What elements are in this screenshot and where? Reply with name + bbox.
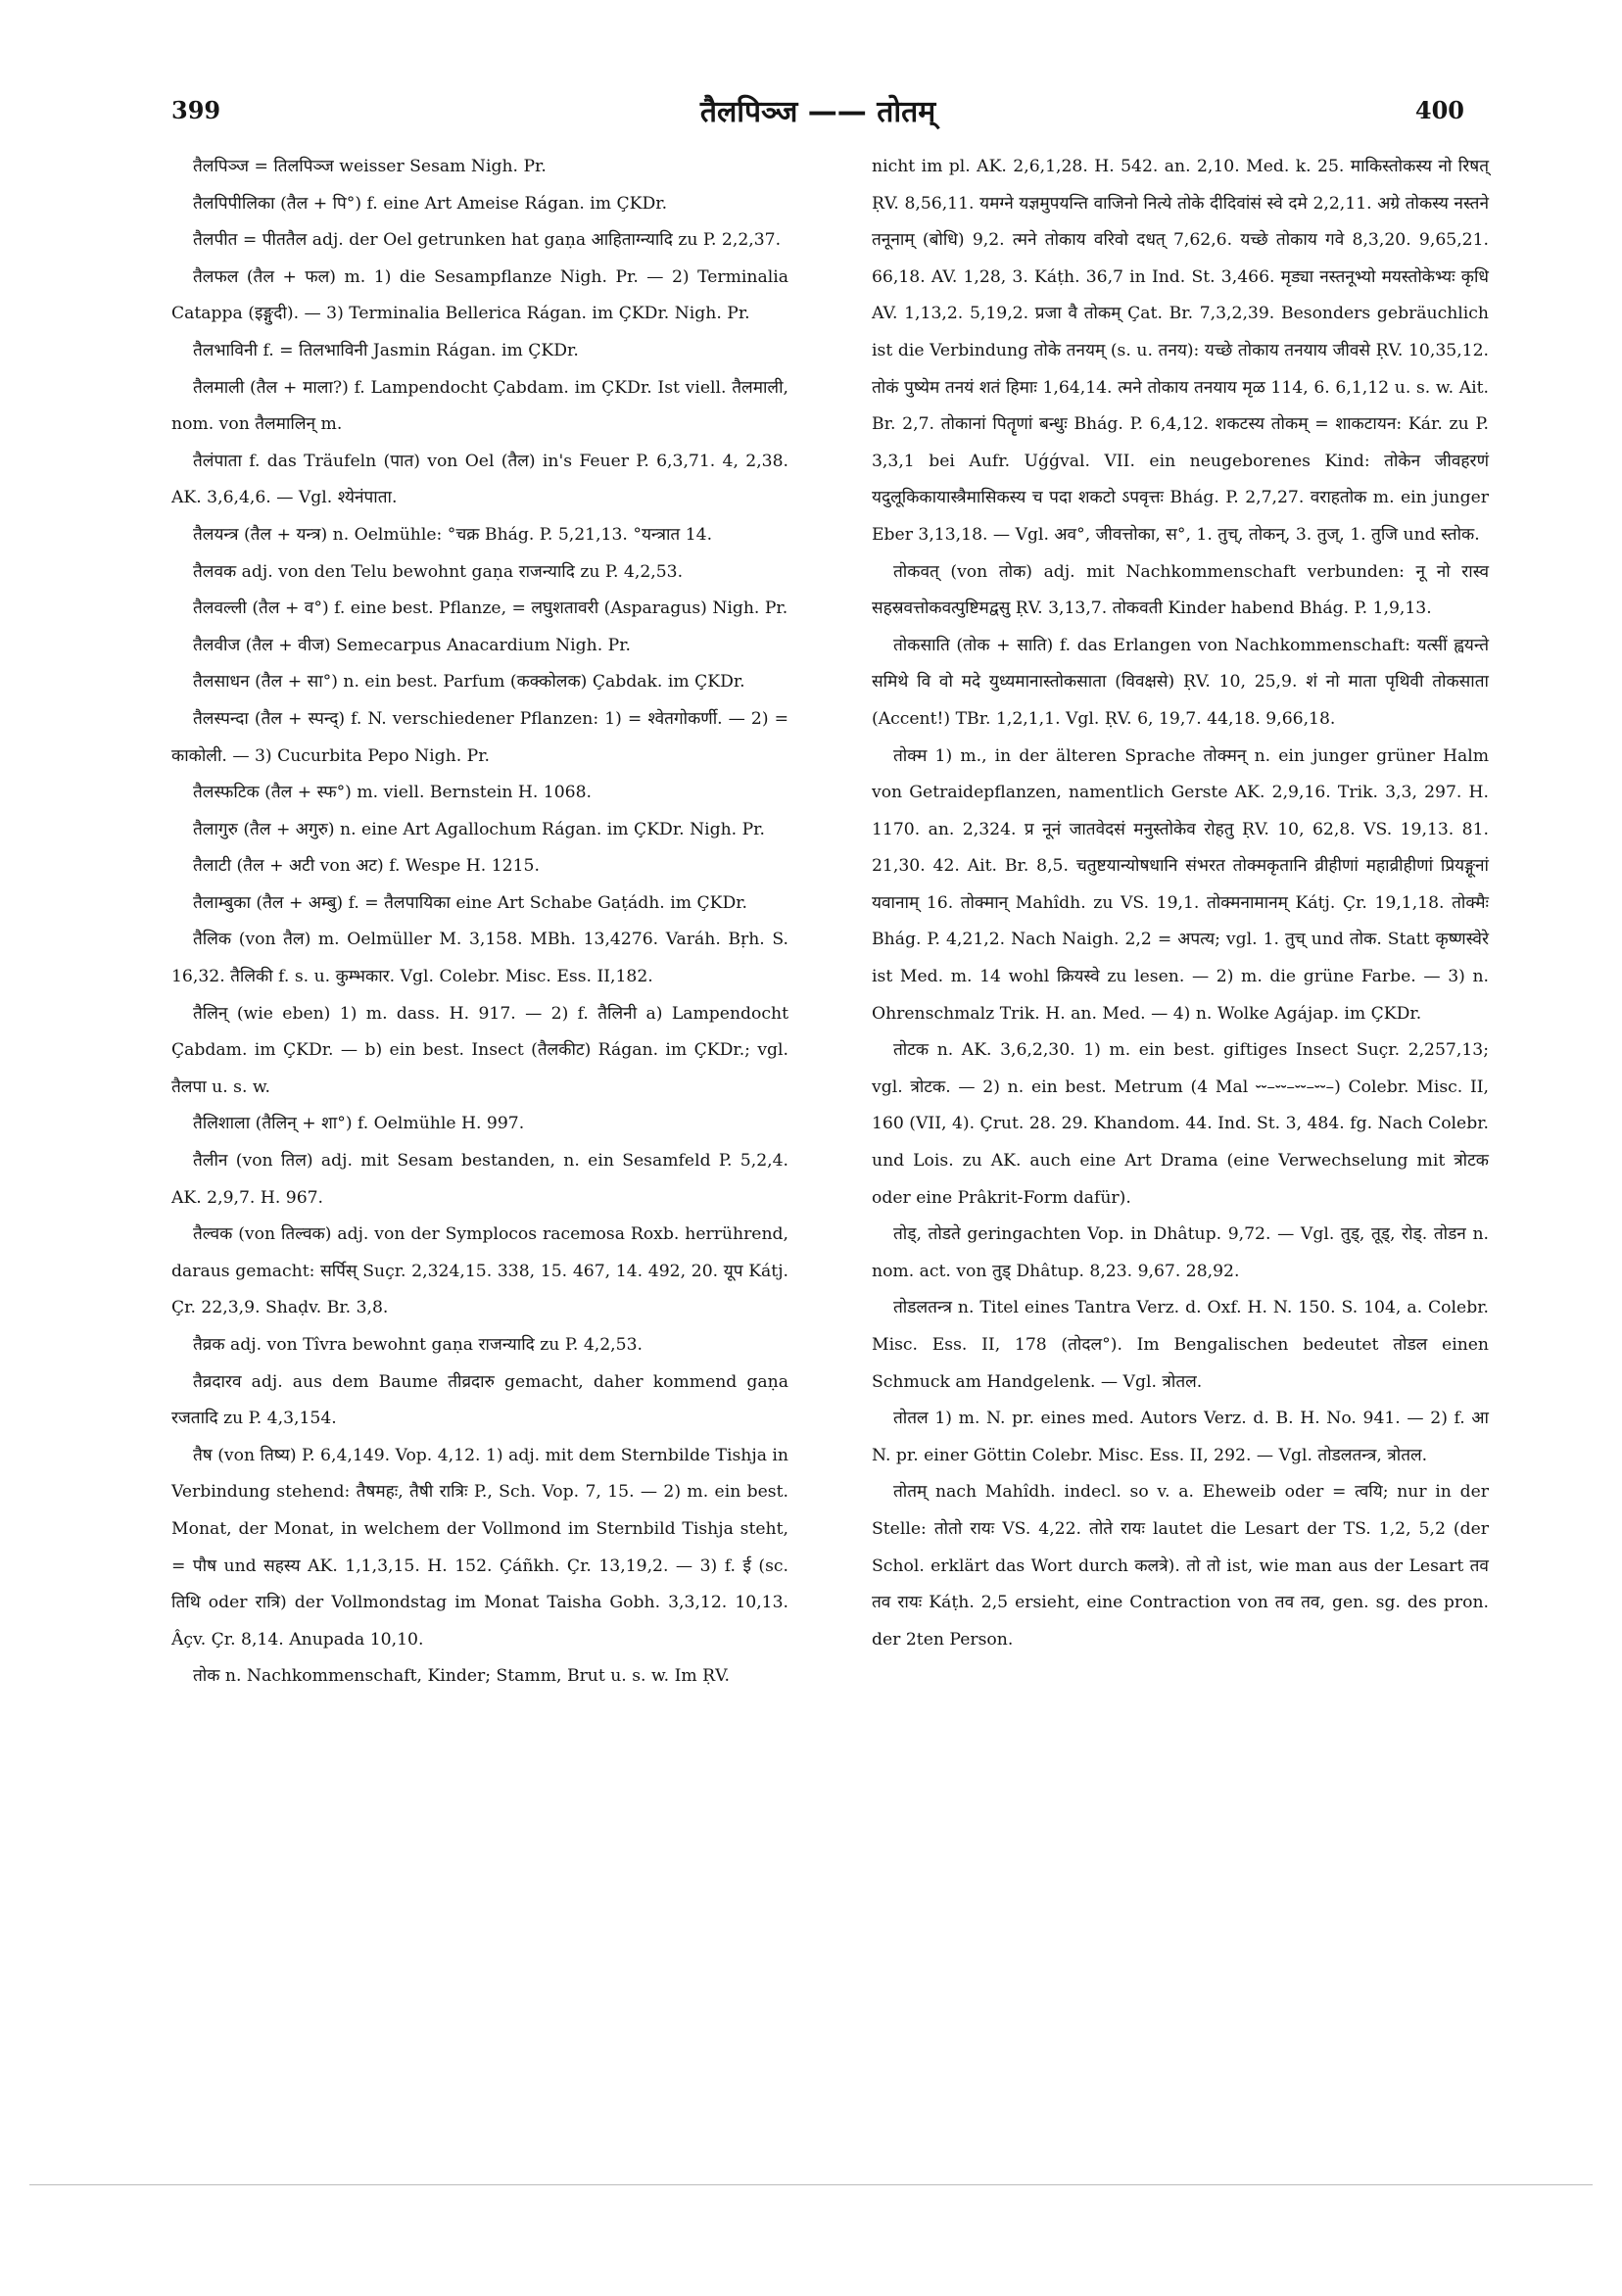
right-column [872,149,1489,1658]
entry-taisha: तैष (von तिष्य) P. 6,4,149. Vop. 4,12. 1) adj. mit dem Sternbilde Tishja in Verbindung stehend: तैषमहः, तैषी रात्रिः P., Sch. Vop. 7, 15. — 2) m. ein best. Monat, der Monat, in welchem der Vollmond im Sternbild Tishja steht, = पौष und सहस्य AK. 1,1,3,15. H. 152. Çáñkh. Çr. 13,19,2. — 3) f. ई (sc. तिथि oder रात्रि) der Vollmondstag im Monat Taisha Gobh. 3,3,12. 10,13. Âçv. Çr. 8,14. Anupada 10,10. [171,1445,788,1650]
page-header [171,90,1464,139]
page-number-right: 400 [1414,96,1464,124]
entry-tod: तोड्, तोडते geringachten Vop. in Dhâtup. 9,72. — Vgl. तुड्, तूड्, रोड्. तोडन n. nom. act. von तुड् Dhâtup. 8,23. 9,67. 28,92. [872,1224,1489,1281]
entry-tailika: तैलिक (von तैल) m. Oelmüller M. 3,158. MBh. 13,4276. Varáh. Bṛh. S. 16,32. तैलिकी f. s. u. कुम्भकार. Vgl. Colebr. Misc. Ess. II,182. [171,930,788,987]
entry-tailasphatika: तैलस्फटिक (तैल + स्फ°) m. viell. Bernstein H. 1068. [193,783,593,803]
left-column [171,149,788,1696]
entry-tokasati: तोकसाति (तोक + साति) f. das Erlangen von Nachkommenschaft: यत्सीं ह्वयन्ते समिथे वि वो मदे युध्यमानास्तोकसाता (विवक्षसे) ṚV. 10, 25,9. शं नो माता पृथिवी तोकसाता (Accent!) TBr. 1,2,1,1. Vgl. ṚV. 6, 19,7. 44,18. 9,66,18. [872,635,1489,729]
entry-tailapita: तैलपीत = पीततैल adj. der Oel getrunken hat gaṇa आहिताग्न्यादि zu P. 2,2,37. [193,230,782,251]
entry-tailabhavini: तैलभाविनी f. = तिलभाविनी Jasmin Rágan. im ÇKDr. [193,340,579,360]
entry-tailavaka: तैलवक adj. von den Telu bewohnt gaṇa राजन्यादि zu P. 4,2,53. [193,561,684,582]
footer-rule [29,2184,1593,2185]
entry-tailayantra: तैलयन्त्र (तैल + यन्त्र) n. Oelmühle: °चक्र Bhág. P. 5,21,13. °यन्त्रात 14. [193,524,713,545]
entry-tailapinja: तैलपिञ्ज = तिलपिञ्ज weisser Sesam Nigh. Pr. [193,157,547,176]
entry-tailishala: तैलिशाला (तैलिन् + शा°) f. Oelmühle H. 997. [193,1114,525,1134]
entry-todalatantra: तोडलतन्त्र n. Titel eines Tantra Verz. d. Oxf. H. N. 150. S. 104, a. Colebr. Misc. Ess. II, 178 (तोदल°). Im Bengalischen bedeutet तोडल einen Schmuck am Handgelenk. — Vgl. त्रोतल. [872,1298,1489,1392]
entry-tailaphala: तैलफल (तैल + फल) m. 1) die Sesampflanze Nigh. Pr. — 2) Terminalia Catappa (इङ्गुदी). — 3) Terminalia Bellerica Rágan. im ÇKDr. Nigh. Pr. [171,266,788,324]
entry-tailambuka: तैलाम्बुका (तैल + अम्बु) f. = तैलपायिका eine Art Schabe Gaṭádh. im ÇKDr. [193,892,748,913]
entry-totam: तोतम् nach Mahîdh. indecl. so v. a. Eheweib oder = त्वयि; nur in der Stelle: तोतो रायः VS. 4,22. तोते रायः lautet die Lesart der TS. 1,2, 5,2 (der Schol. erklärt das Wort durch कलत्रे). तो तो ist, wie man aus der Lesart तव तव रायः Káṭh. 2,5 ersieht, eine Contraction von तव तव, gen. sg. des pron. der 2ten Person. [872,1482,1489,1650]
entry-tailavalli: तैलवल्ली (तैल + व°) f. eine best. Pflanze, = लघुशतावरी (Asparagus) Nigh. Pr. [193,598,788,619]
page-number-left: 399 [171,96,221,124]
entry-tokma: तोक्म 1) m., in der älteren Sprache तोक्मन् n. ein junger grüner Halm von Getraidepflanzen, namentlich Gerste AK. 2,9,16. Trik. 3,3, 297. H. 1170. an. 2,324. प्र नूनं जातवेदसं मनुस्तोकेव रोहतु ṚV. 10, 62,8. VS. 19,13. 81. 21,30. 42. Ait. Br. 8,5. चतुष्टयान्योषधानि संभरत तोक्मकृतानि व्रीहीणां महाव्रीहीणां प्रियङ्गूनां यवानाम् 16. तोक्मान् Mahîdh. zu VS. 19,1. तोक्मनामानम् Kátj. Çr. 19,1,18. तोक्मैः Bhág. P. 4,21,2. Nach Naigh. 2,2 = अपत्य; vgl. 1. तुच् und तोक. Statt कृष्णस्वेरे ist Med. m. 14 wohl क्रियस्वे zu lesen. — 2) m. die grüne Farbe. — 3) n. Ohrenschmalz Trik. H. an. Med. — 4) n. Wolke Agájap. im ÇKDr. [872,745,1489,1024]
entry-tailaguru: तैलागुरु (तैल + अगुरु) n. eine Art Agallochum Rágan. im ÇKDr. Nigh. Pr. [193,819,765,839]
entry-tailaspanda: तैलस्पन्दा (तैल + स्पन्द्) f. N. verschiedener Pflanzen: 1) = श्वेतगोकर्णी. — 2) = काकोली. — 3) Cucurbita Pepo Nigh. Pr. [171,708,788,766]
entry-tailapipilika: तैलपिपीलिका (तैल + पि°) f. eine Art Ameise Rágan. im ÇKDr. [193,193,668,214]
entry-tailampata: तैलंपाता f. das Träufeln (पात) von Oel (तैल) in's Feuer P. 6,3,71. 4, 2,38. AK. 3,6,4,6. — Vgl. श्येनंपाता. [171,451,788,508]
entry-tokavat: तोकवत् (von तोक) adj. mit Nachkommenschaft verbunden: नू नो रास्व सहस्रवत्तोकवत्पुष्टिमद्वसु ṚV. 3,13,7. तोकवती Kinder habend Bhág. P. 1,9,13. [872,561,1489,619]
entry-tailavija: तैलवीज (तैल + वीज) Semecarpus Anacardium Nigh. Pr. [193,635,631,655]
running-title: तैलपिञ्ज —— तोतम् [699,95,936,129]
entry-tailasadhana: तैलसाधन (तैल + सा°) n. ein best. Parfum (कक्कोलक) Çabdak. im ÇKDr. [193,672,745,693]
entry-tailamali: तैलमाली (तैल + माला?) f. Lampendocht Çabdam. im ÇKDr. Ist viell. तैलमाली, nom. von तैलमालिन् m. [171,377,788,435]
entry-tailina: तैलीन (von तिल) adj. mit Sesam bestanden, n. ein Sesamfeld P. 5,2,4. AK. 2,9,7. H. 967. [171,1151,788,1208]
entry-tailin: तैलिन् (wie eben) 1) m. dass. H. 917. — 2) f. तैलिनी a) Lampendocht Çabdam. im ÇKDr. — b) ein best. Insect (तैलकीट) Rágan. im ÇKDr.; vgl. तैलपा u. s. w. [171,1003,788,1097]
entry-tailati: तैलाटी (तैल + अटी von अट) f. Wespe H. 1215. [193,856,540,877]
entry-totaka: तोटक n. AK. 3,6,2,30. 1) m. ein best. giftiges Insect Suçr. 2,257,13; vgl. त्रोटक. — 2) n. ein best. Metrum (4 Mal ⏑⏑–⏑⏑–⏑⏑–⏑⏑–) Colebr. Misc. II, 160 (VII, 4). Çrut. 28. 29. Khandom. 44. Ind. St. 3, 484. fg. Nach Colebr. und Lois. zu AK. auch eine Art Drama (eine Verwechselung mit त्रोटक oder eine Prâkrit-Form dafür). [872,1040,1489,1208]
entry-tailvaka: तैल्वक (von तिल्वक) adj. von der Symplocos racemosa Roxb. herrührend, daraus gemacht: सर्पिस् Suçr. 2,324,15. 338, 15. 467, 14. 492, 20. यूप Kátj. Çr. 22,3,9. Shaḍv. Br. 3,8. [171,1224,788,1318]
entry-totala: तोतल 1) m. N. pr. eines med. Autors Verz. d. B. H. No. 941. — 2) f. आ N. pr. einer Göttin Colebr. Misc. Ess. II, 292. — Vgl. तोडलतन्त्र, त्रोतल. [872,1409,1489,1465]
entry-taivradarava: तैव्रदारव adj. aus dem Baume तीव्रदारु gemacht, daher kommend gaṇa रजतादि zu P. 4,3,154. [171,1371,788,1429]
entry-taivraka: तैव्रक adj. von Tîvra bewohnt gaṇa राजन्यादि zu P. 4,2,53. [193,1335,643,1355]
entry-toka-continued: nicht im pl. AK. 2,6,1,28. H. 542. an. 2,10. Med. k. 25. माकिस्तोकस्य नो रिषत् ṚV. 8,56,11. यमग्ने यज्ञमुपयन्ति वाजिनो नित्ये तोके दीदिवांसं स्वे दमे 2,2,11. अग्रे तोकस्य नस्तने तनूनाम् (बोधि) 9,2. त्मने तोकाय वरिवो दधत् 7,62,6. यच्छे तोकाय गवे 8,3,20. 9,65,21. 66,18. AV. 1,28, 3. Káṭh. 36,7 in Ind. St. 3,466. मृड्या नस्तनूभ्यो मयस्तोकेभ्यः कृधि AV. 1,13,2. 5,19,2. प्रजा वै तोकम् Çat. Br. 7,3,2,39. Besonders gebräuchlich ist die Verbindung तोके तनयम् (s. u. तनय): यच्छे तोकाय तनयाय जीवसे ṚV. 10,35,12. तोकं पुष्येम तनयं शतं हिमाः 1,64,14. त्मने तोकाय तनयाय मृळ 114, 6. 6,1,12 u. s. w. Ait. Br. 2,7. तोकानां पितॄणां बन्धुः Bhág. P. 6,4,12. शकटस्य तोकम् = शाकटायन: Kár. zu P. 3,3,1 bei Aufr. Uǵǵval. VII. ein neugeborenes Kind: तोकेन जीवहरणं यदुलूकिकायास्त्रैमासिकस्य च पदा शकटो ऽपवृत्तः Bhág. P. 2,7,27. वराहतोक m. ein junger Eber 3,13,18. — Vgl. अव°, जीवत्तोका, स°, 1. तुच्, तोकन्, 3. तुज्, 1. तुजि und स्तोक. [872,157,1489,545]
entry-toka: तोक n. Nachkommenschaft, Kinder; Stamm, Brut u. s. w. Im ṚV. [193,1666,730,1687]
